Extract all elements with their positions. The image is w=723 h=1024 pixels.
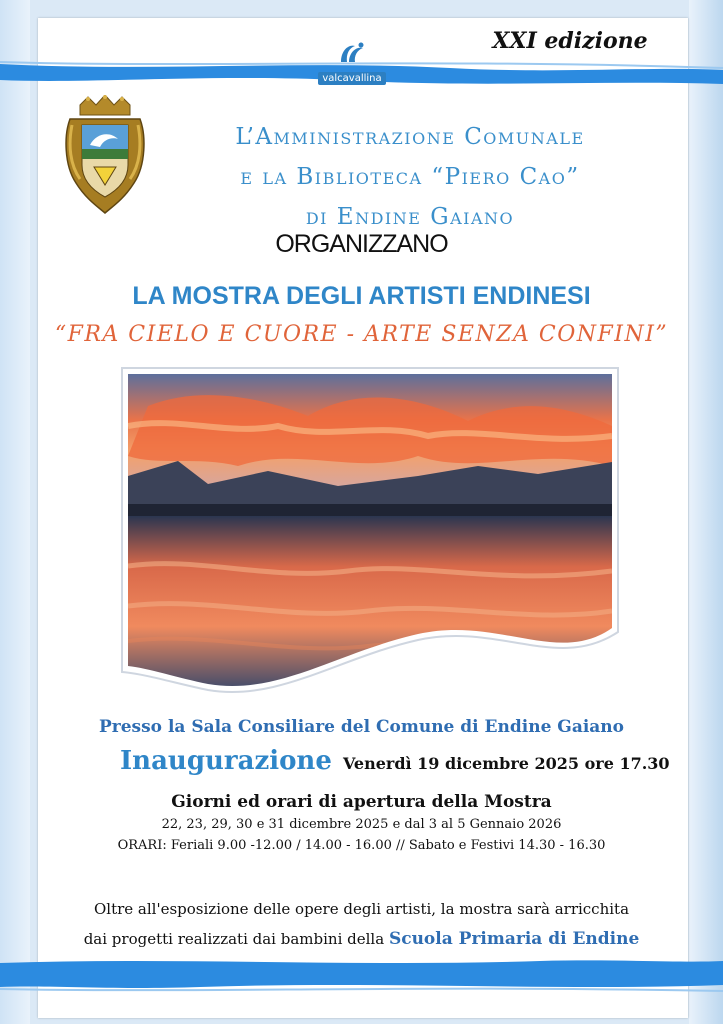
exhibition-subtitle: “FRA CIELO E CUORE - ARTE SENZA CONFINI” [54, 322, 669, 347]
organizzano-heading: ORGANIZZANO [275, 230, 448, 258]
edition-label: XXI edizione [492, 28, 648, 54]
footer-line-2 [0, 929, 723, 949]
school-name: Scuola Primaria di Endine [388, 929, 640, 949]
venue-line: Presso la Sala Consiliare del Comune di Endine Gaiano [98, 717, 625, 737]
opening-title: Giorni ed orari di apertura della Mostra [171, 792, 552, 812]
bottom-blue-band [0, 955, 723, 995]
inauguration-datetime: Venerdì 19 dicembre 2025 ore 17.30 [342, 754, 670, 773]
header-line-1: L’Amministrazione Comunale [235, 124, 585, 150]
right-border-stripe [689, 0, 723, 1024]
inauguration-label: Inaugurazione [120, 746, 332, 776]
valcavallina-logo [307, 40, 397, 90]
footer-line-2-prefix: dai progetti realizzati dai bambini della [83, 930, 385, 948]
organizer-header [150, 117, 670, 237]
municipal-crest-icon [60, 95, 150, 215]
left-border-stripe [0, 0, 30, 1024]
exhibition-title: LA MOSTRA DEGLI ARTISTI ENDINESI [132, 282, 591, 310]
sunset-lake-photo [118, 366, 620, 702]
valcavallina-wordmark: valcavallina [318, 72, 385, 85]
inauguration-line [120, 746, 700, 776]
header-line-2: e la Biblioteca “Piero Cao” [240, 164, 580, 190]
footer-line-1: Oltre all'esposizione delle opere degli artisti, la mostra sarà arricchita [93, 900, 630, 918]
opening-days: 22, 23, 29, 30 e 31 dicembre 2025 e dal 3 al 5 Gennaio 2026 [161, 817, 562, 832]
header-line-3: di Endine Gaiano [305, 204, 515, 230]
valcavallina-logo-icon [335, 40, 369, 66]
opening-hours: ORARI: Feriali 9.00 -12.00 / 14.00 - 16.00 // Sabato e Festivi 14.30 - 16.30 [117, 838, 606, 853]
